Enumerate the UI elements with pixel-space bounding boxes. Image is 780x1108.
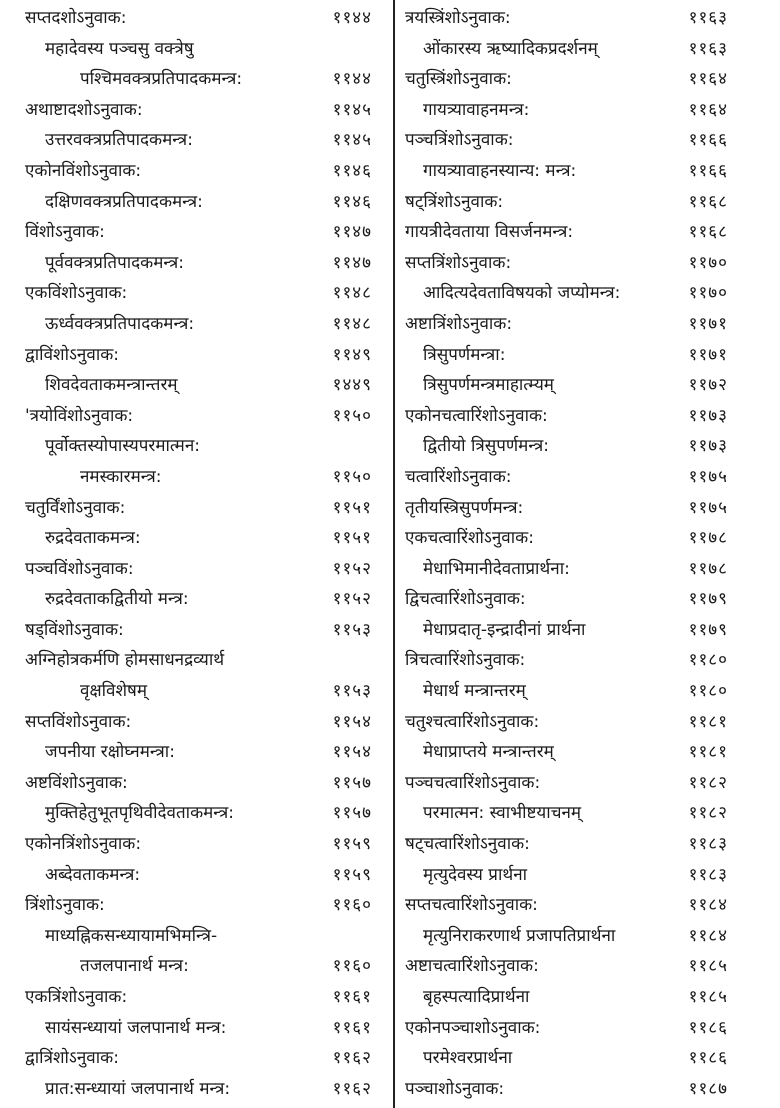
- toc-entry: [0, 64, 392, 95]
- toc-entry: [0, 95, 392, 126]
- toc-entry: [0, 462, 392, 493]
- toc-entry-title: पूर्ववक्त्रप्रतिपादकमन्त्र:: [45, 252, 185, 273]
- toc-entry-page-number: ११७०: [688, 252, 728, 273]
- toc-entry: [397, 156, 780, 187]
- toc-entry: [397, 248, 780, 279]
- toc-entry: [397, 890, 780, 921]
- toc-entry-title: शिवदेवताकमन्त्रान्तरम्: [45, 375, 178, 396]
- toc-entry-title: द्वाविंशोऽनुवाक:: [25, 344, 120, 365]
- toc-entry-page-number: ११५२: [332, 558, 372, 579]
- toc-entry-title: अग्निहोत्रकर्मणि होमसाधनद्रव्यार्थ: [25, 650, 225, 671]
- toc-entry: [397, 676, 780, 707]
- toc-entry: [0, 584, 392, 615]
- toc-entry-title: मेधाप्रदातृ-इन्द्रादीनां प्रार्थना: [423, 619, 586, 640]
- toc-entry-page-number: ११६८: [688, 222, 728, 243]
- toc-entry: [397, 309, 780, 340]
- toc-entry-title: ऊर्ध्ववक्त्रप्रतिपादकमन्त्र:: [45, 313, 195, 334]
- toc-entry-title: तृतीयस्त्रिसुपर्णमन्त्र:: [405, 497, 524, 518]
- toc-entry: [0, 768, 392, 799]
- toc-entry-title: विंशोऽनुवाक:: [25, 222, 105, 243]
- toc-entry-title: षट्चत्वारिंशोऽनुवाक:: [405, 834, 530, 855]
- toc-entry-title: 'त्रयोविंशोऽनुवाक:: [25, 405, 134, 426]
- toc-entry: [397, 1043, 780, 1074]
- toc-entry: [397, 1074, 780, 1105]
- toc-entry-page-number: ११८०: [688, 650, 728, 671]
- toc-entry: [0, 554, 392, 585]
- toc-entry: [0, 156, 392, 187]
- toc-entry: [397, 95, 780, 126]
- toc-entry: [0, 187, 392, 218]
- toc-entry-title: त्रिसुपर्णमन्त्रा:: [423, 344, 506, 365]
- toc-entry-page-number: ११७५: [688, 466, 728, 487]
- toc-entry-page-number: ११६६: [688, 160, 728, 181]
- toc-entry-title: अब्देवताकमन्त्र:: [45, 864, 141, 885]
- toc-entry: [397, 982, 780, 1013]
- toc-entry-page-number: ११८६: [688, 1048, 728, 1069]
- toc-entry: [0, 34, 392, 65]
- toc-entry-page-number: ११४६: [332, 160, 372, 181]
- toc-entry-page-number: ११८५: [688, 987, 728, 1007]
- toc-entry-title: पश्चिमवक्त्रप्रतिपादकमन्त्र:: [80, 69, 243, 90]
- toc-entry-title: षट्त्रिंशोऽनुवाक:: [405, 191, 504, 212]
- toc-entry-title: सप्तचत्वारिंशोऽनुवाक:: [405, 895, 538, 916]
- toc-entry-title: एकोनविंशोऽनुवाक:: [25, 160, 142, 181]
- toc-entry-title: पञ्चविंशोऽनुवाक:: [25, 558, 134, 579]
- toc-entry: [397, 615, 780, 646]
- toc-entry-title: पञ्चत्रिंशोऽनुवाक:: [405, 130, 514, 151]
- toc-entry: [397, 523, 780, 554]
- toc-entry-title: एकोनत्रिंशोऽनुवाक:: [25, 834, 142, 855]
- toc-entry-page-number: ११५०: [332, 405, 372, 426]
- toc-entry: [397, 340, 780, 371]
- toc-entry-page-number: ११७५: [688, 497, 728, 518]
- toc-entry-title: सप्तदशोऽनुवाक:: [25, 8, 127, 28]
- toc-entry-page-number: ११४८: [332, 313, 372, 334]
- toc-entry-page-number: ११६४: [688, 69, 728, 90]
- toc-entry-title: महादेवस्य पञ्चसु वक्त्रेषु: [45, 38, 194, 59]
- toc-entry-page-number: १४४९: [332, 375, 372, 396]
- toc-entry-page-number: ११४९: [332, 344, 372, 365]
- toc-entry-page-number: ११८३: [688, 834, 728, 855]
- toc-entry: [397, 34, 780, 65]
- toc-entry-title: ओंकारस्य ऋष्यादिकप्रदर्शनम्: [423, 38, 598, 59]
- toc-entry-title: एकचत्वारिंशोऽनुवाक:: [405, 528, 534, 549]
- toc-entry-page-number: ११६१: [332, 987, 372, 1007]
- toc-entry: [397, 370, 780, 401]
- toc-entry-page-number: ११६०: [332, 895, 372, 916]
- toc-entry: [397, 921, 780, 952]
- toc-entry: [397, 554, 780, 585]
- toc-entry-page-number: ११७१: [688, 313, 728, 334]
- toc-entry: [0, 1074, 392, 1105]
- toc-entry: [397, 768, 780, 799]
- toc-entry: [0, 3, 392, 34]
- toc-entry-page-number: ११५४: [332, 711, 372, 732]
- toc-entry-page-number: ११७०: [688, 283, 728, 304]
- toc-entry-title: प्रात:सन्ध्यायां जलपानार्थ मन्त्र:: [45, 1078, 231, 1099]
- toc-entry: [0, 737, 392, 768]
- toc-entry: [397, 125, 780, 156]
- toc-entry-page-number: ११७८: [688, 558, 728, 579]
- toc-entry-title: एकविंशोऽनुवाक:: [25, 283, 128, 304]
- toc-entry-page-number: ११५३: [332, 619, 372, 640]
- toc-entry-title: परमात्मन: स्वाभीष्टयाचनम्: [423, 803, 582, 824]
- toc-entry: [397, 798, 780, 829]
- toc-entry-page-number: ११५९: [332, 864, 372, 885]
- toc-entry: [0, 921, 392, 952]
- toc-entry-title: परमेश्वरप्रार्थना: [423, 1048, 513, 1069]
- toc-entry: [397, 3, 780, 34]
- toc-entry-page-number: ११६६: [688, 130, 728, 151]
- toc-entry: [0, 431, 392, 462]
- toc-entry-title: षड्विंशोऽनुवाक:: [25, 619, 124, 640]
- toc-entry-title: त्रिचत्वारिंशोऽनुवाक:: [405, 650, 526, 671]
- toc-entry-title: एकोनपञ्चाशोऽनुवाक:: [405, 1017, 541, 1038]
- toc-entry-title: रुद्रदेवताकमन्त्र:: [45, 528, 141, 549]
- toc-entry-title: त्रिसुपर्णमन्त्रमाहात्म्यम्: [423, 375, 554, 396]
- toc-entry-page-number: ११४८: [332, 283, 372, 304]
- toc-entry: [397, 860, 780, 891]
- toc-entry-title: अथाष्टादशोऽनुवाक:: [25, 99, 143, 120]
- toc-entry-title: दक्षिणवक्त्रप्रतिपादकमन्त्र:: [45, 191, 203, 212]
- toc-entry: [397, 584, 780, 615]
- toc-entry-title: जपनीया रक्षोघ्नमन्त्रा:: [45, 742, 175, 763]
- toc-entry: [397, 707, 780, 738]
- toc-entry: [0, 523, 392, 554]
- toc-entry: [397, 829, 780, 860]
- toc-entry-page-number: ११७९: [688, 619, 728, 640]
- toc-entry-title: पञ्चचत्वारिंशोऽनुवाक:: [405, 772, 541, 793]
- toc-entry-page-number: ११६३: [688, 8, 728, 28]
- toc-entry-title: मेधाप्राप्तये मन्त्रान्तरम्: [423, 742, 554, 763]
- toc-entry-title: अष्टविंशोऽनुवाक:: [25, 772, 128, 793]
- toc-entry-title: बृहस्पत्यादिप्रार्थना: [423, 987, 530, 1007]
- toc-entry-title: चतुस्त्रिंशोऽनुवाक:: [405, 69, 512, 90]
- toc-entry-page-number: ११५०: [332, 466, 372, 487]
- toc-entry: [397, 187, 780, 218]
- toc-entry-title: द्वात्रिंशोऽनुवाक:: [25, 1048, 119, 1069]
- toc-entry-page-number: ११६८: [688, 191, 728, 212]
- toc-entry-page-number: ११५२: [332, 589, 372, 610]
- toc-entry-page-number: ११४५: [332, 130, 372, 151]
- toc-entry: [397, 64, 780, 95]
- toc-entry-page-number: ११६४: [688, 99, 728, 120]
- toc-entry-page-number: ११४४: [332, 8, 372, 28]
- toc-entry: [0, 798, 392, 829]
- toc-entry: [0, 370, 392, 401]
- toc-entry-title: चतुर्विंशोऽनुवाक:: [25, 497, 126, 518]
- toc-entry-page-number: ११७१: [688, 344, 728, 365]
- toc-entry-title: मेधाभिमानीदेवताप्रार्थना:: [423, 558, 570, 579]
- toc-entry: [397, 493, 780, 524]
- toc-entry-title: अष्टात्रिंशोऽनुवाक:: [405, 313, 513, 334]
- toc-entry-title: सायंसन्ध्यायां जलपानार्थ मन्त्र:: [45, 1017, 227, 1038]
- toc-entry-title: चतुश्चत्वारिंशोऽनुवाक:: [405, 711, 540, 732]
- toc-entry: [0, 645, 392, 676]
- toc-entry: [0, 829, 392, 860]
- toc-entry: [0, 125, 392, 156]
- toc-entry-page-number: ११८२: [688, 772, 728, 793]
- toc-entry: [0, 951, 392, 982]
- toc-entry: [397, 278, 780, 309]
- toc-entry: [0, 615, 392, 646]
- toc-entry-page-number: ११७८: [688, 528, 728, 549]
- toc-entry-page-number: ११८७: [688, 1078, 728, 1099]
- toc-entry-page-number: ११८२: [688, 803, 728, 824]
- toc-left-column: [0, 3, 392, 1104]
- toc-entry-title: मेधार्थ मन्त्रान्तरम्: [423, 681, 526, 702]
- toc-entry: [0, 1013, 392, 1044]
- toc-entry-page-number: ११८५: [688, 956, 728, 977]
- toc-entry: [397, 401, 780, 432]
- toc-entry-page-number: ११५१: [332, 528, 372, 549]
- toc-entry: [0, 248, 392, 279]
- toc-entry: [0, 493, 392, 524]
- toc-entry-title: माध्यह्निकसन्ध्यायामभिमन्त्रि-: [45, 925, 218, 946]
- toc-entry: [397, 1013, 780, 1044]
- toc-entry: [0, 707, 392, 738]
- toc-entry: [397, 737, 780, 768]
- column-divider: [393, 0, 395, 1108]
- toc-entry-title: मुक्तिहेतुभूतपृथिवीदेवताकमन्त्र:: [45, 803, 234, 824]
- toc-entry-title: गायत्रीदेवताया विसर्जनमन्त्र:: [405, 222, 574, 243]
- toc-entry-title: गायत्र्यावाहनस्यान्य: मन्त्र:: [423, 160, 577, 181]
- toc-entry-title: त्रिंशोऽनुवाक:: [25, 895, 105, 916]
- toc-entry-page-number: ११६२: [332, 1078, 372, 1099]
- toc-entry-title: वृक्षविशेषम्: [80, 681, 148, 702]
- toc-entry: [0, 676, 392, 707]
- toc-entry-title: पञ्चाशोऽनुवाक:: [405, 1078, 505, 1099]
- toc-entry-title: उत्तरवक्त्रप्रतिपादकमन्त्र:: [45, 130, 193, 151]
- toc-entry: [397, 431, 780, 462]
- toc-entry-title: सप्तत्रिंशोऽनुवाक:: [405, 252, 512, 273]
- toc-entry-title: सप्तविंशोऽनुवाक:: [25, 711, 132, 732]
- toc-entry-title: मृत्युनिराकरणार्थ प्रजापतिप्रार्थना: [423, 925, 616, 946]
- toc-entry-page-number: ११८६: [688, 1017, 728, 1038]
- toc-entry-title: द्वितीयो त्रिसुपर्णमन्त्र:: [423, 436, 549, 457]
- toc-entry-title: चत्वारिंशोऽनुवाक:: [405, 466, 512, 487]
- toc-entry-page-number: ११६१: [332, 1017, 372, 1038]
- toc-entry-page-number: ११५७: [332, 772, 372, 793]
- toc-right-column: [397, 3, 780, 1104]
- toc-entry-page-number: ११७३: [688, 436, 728, 457]
- toc-entry-page-number: ११७२: [688, 375, 728, 396]
- toc-entry-page-number: ११४४: [332, 69, 372, 90]
- toc-entry-title: रुद्रदेवताकद्वितीयो मन्त्र:: [45, 589, 189, 610]
- toc-entry-page-number: ११६०: [332, 956, 372, 977]
- toc-entry-page-number: ११६३: [688, 38, 728, 59]
- toc-entry: [397, 462, 780, 493]
- toc-entry: [397, 217, 780, 248]
- toc-entry-page-number: ११८१: [688, 711, 728, 732]
- toc-entry-title: एकोनचत्वारिंशोऽनुवाक:: [405, 405, 548, 426]
- toc-entry: [397, 951, 780, 982]
- toc-entry: [0, 278, 392, 309]
- toc-entry-page-number: ११८४: [688, 925, 728, 946]
- toc-entry-page-number: ११७३: [688, 405, 728, 426]
- toc-entry-title: तजलपानार्थ मन्त्र:: [80, 956, 189, 977]
- toc-entry: [0, 217, 392, 248]
- toc-entry-title: अष्टाचत्वारिंशोऽनुवाक:: [405, 956, 539, 977]
- toc-entry-page-number: ११४७: [332, 252, 372, 273]
- toc-entry-page-number: ११५७: [332, 803, 372, 824]
- toc-entry-page-number: ११८१: [688, 742, 728, 763]
- toc-entry-title: द्विचत्वारिंशोऽनुवाक:: [405, 589, 526, 610]
- toc-entry: [0, 1043, 392, 1074]
- toc-entry-page-number: ११५३: [332, 681, 372, 702]
- toc-entry-title: गायत्र्यावाहनमन्त्र:: [423, 99, 530, 120]
- toc-entry: [0, 982, 392, 1013]
- toc-entry-title: पूर्वोक्तस्योपास्यपरमात्मन:: [45, 436, 201, 457]
- toc-entry-title: एकत्रिंशोऽनुवाक:: [25, 987, 128, 1007]
- toc-entry-page-number: ११८३: [688, 864, 728, 885]
- toc-entry: [397, 645, 780, 676]
- toc-entry: [0, 401, 392, 432]
- toc-entry-page-number: ११४६: [332, 191, 372, 212]
- toc-entry-page-number: ११६२: [332, 1048, 372, 1069]
- toc-entry-title: नमस्कारमन्त्र:: [80, 466, 162, 487]
- toc-entry-page-number: ११५९: [332, 834, 372, 855]
- toc-entry: [0, 860, 392, 891]
- toc-entry-page-number: ११८०: [688, 681, 728, 702]
- toc-entry-page-number: ११५४: [332, 742, 372, 763]
- toc-entry-page-number: ११४५: [332, 99, 372, 120]
- toc-entry-page-number: ११४७: [332, 222, 372, 243]
- toc-entry: [0, 340, 392, 371]
- toc-entry-title: मृत्युदेवस्य प्रार्थना: [423, 864, 528, 885]
- toc-entry-page-number: ११५१: [332, 497, 372, 518]
- toc-entry-title: आदित्यदेवताविषयको जप्योमन्त्र:: [423, 283, 621, 304]
- toc-entry: [0, 309, 392, 340]
- toc-entry: [0, 890, 392, 921]
- toc-entry-page-number: ११७९: [688, 589, 728, 610]
- toc-entry-title: त्रयस्त्रिंशोऽनुवाक:: [405, 8, 511, 28]
- toc-entry-page-number: ११८४: [688, 895, 728, 916]
